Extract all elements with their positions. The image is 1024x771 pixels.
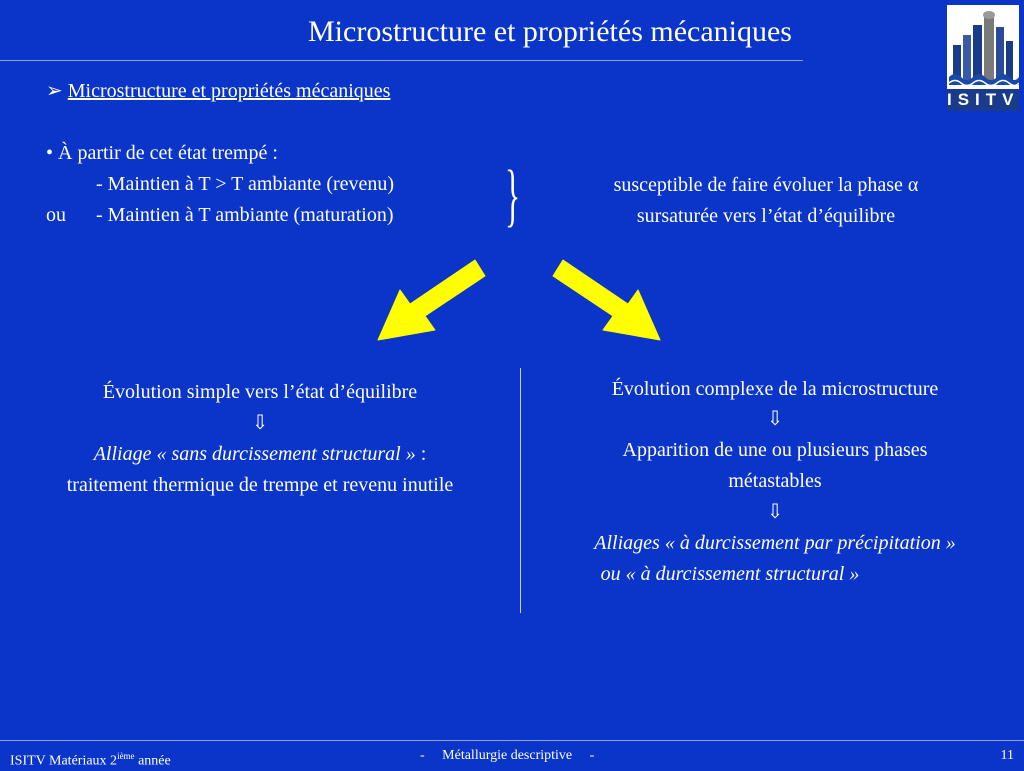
footer-course-tail: année xyxy=(134,753,171,769)
right-branch-line2: Apparition de une ou plusieurs phases xyxy=(622,439,928,461)
slide-title: Microstructure et propriétés mécaniques xyxy=(308,15,792,48)
title-divider xyxy=(0,60,803,61)
section-heading xyxy=(46,78,390,104)
phase-description-line1: susceptible de faire évoluer la phase α xyxy=(613,174,919,196)
footer-topic: - Métallurgie descriptive - xyxy=(420,748,595,763)
brace-icon: } xyxy=(505,157,521,234)
option-maturation: - Maintien à T ambiante (maturation) xyxy=(96,204,394,226)
arrow-down-right-icon xyxy=(553,260,660,340)
footer-course-name: ISITV Matériaux 2 xyxy=(10,753,118,769)
footer-course-sup: ième xyxy=(117,751,135,761)
arrow-down-left-icon xyxy=(378,260,485,340)
footer-divider xyxy=(0,740,1024,741)
branch-arrows xyxy=(370,256,670,346)
down-arrow-icon: ⇩ xyxy=(251,412,269,434)
arrowhead-bullet-icon: ➢ xyxy=(46,80,63,102)
left-branch-line3 xyxy=(0,441,520,467)
left-branch-colon: : xyxy=(415,443,427,465)
logo-text: ISITV xyxy=(947,90,1020,109)
left-branch-line1: Évolution simple vers l’état d’équilibre xyxy=(102,381,418,403)
down-arrow-icon: ⇩ xyxy=(766,408,784,430)
right-branch-line1: Évolution complexe de la microstructure xyxy=(611,378,939,400)
left-branch-alloy-type: Alliage « sans durcissement structural » xyxy=(93,443,416,465)
down-arrow-icon: ⇩ xyxy=(766,501,784,523)
right-branch-line5: ou « à durcissement structural » xyxy=(600,563,860,585)
footer-course xyxy=(10,747,171,771)
right-branch-line4: Alliages « à durcissement par précipitation » xyxy=(594,532,956,554)
phase-description-line2: sursaturée vers l’état d’équilibre xyxy=(636,205,896,227)
section-heading-text: Microstructure et propriétés mécaniques xyxy=(67,80,391,102)
left-branch-line4: traitement thermique de trempe et revenu inutile xyxy=(66,474,454,496)
right-branch-line3: métastables xyxy=(728,470,822,492)
intro-bullet: • À partir de cet état trempé : xyxy=(46,142,278,164)
option-revenu: - Maintien à T > T ambiante (revenu) xyxy=(96,173,395,195)
isitv-logo xyxy=(947,5,1019,111)
page-number: 11 xyxy=(1000,748,1014,763)
option-connector: ou xyxy=(46,204,66,226)
